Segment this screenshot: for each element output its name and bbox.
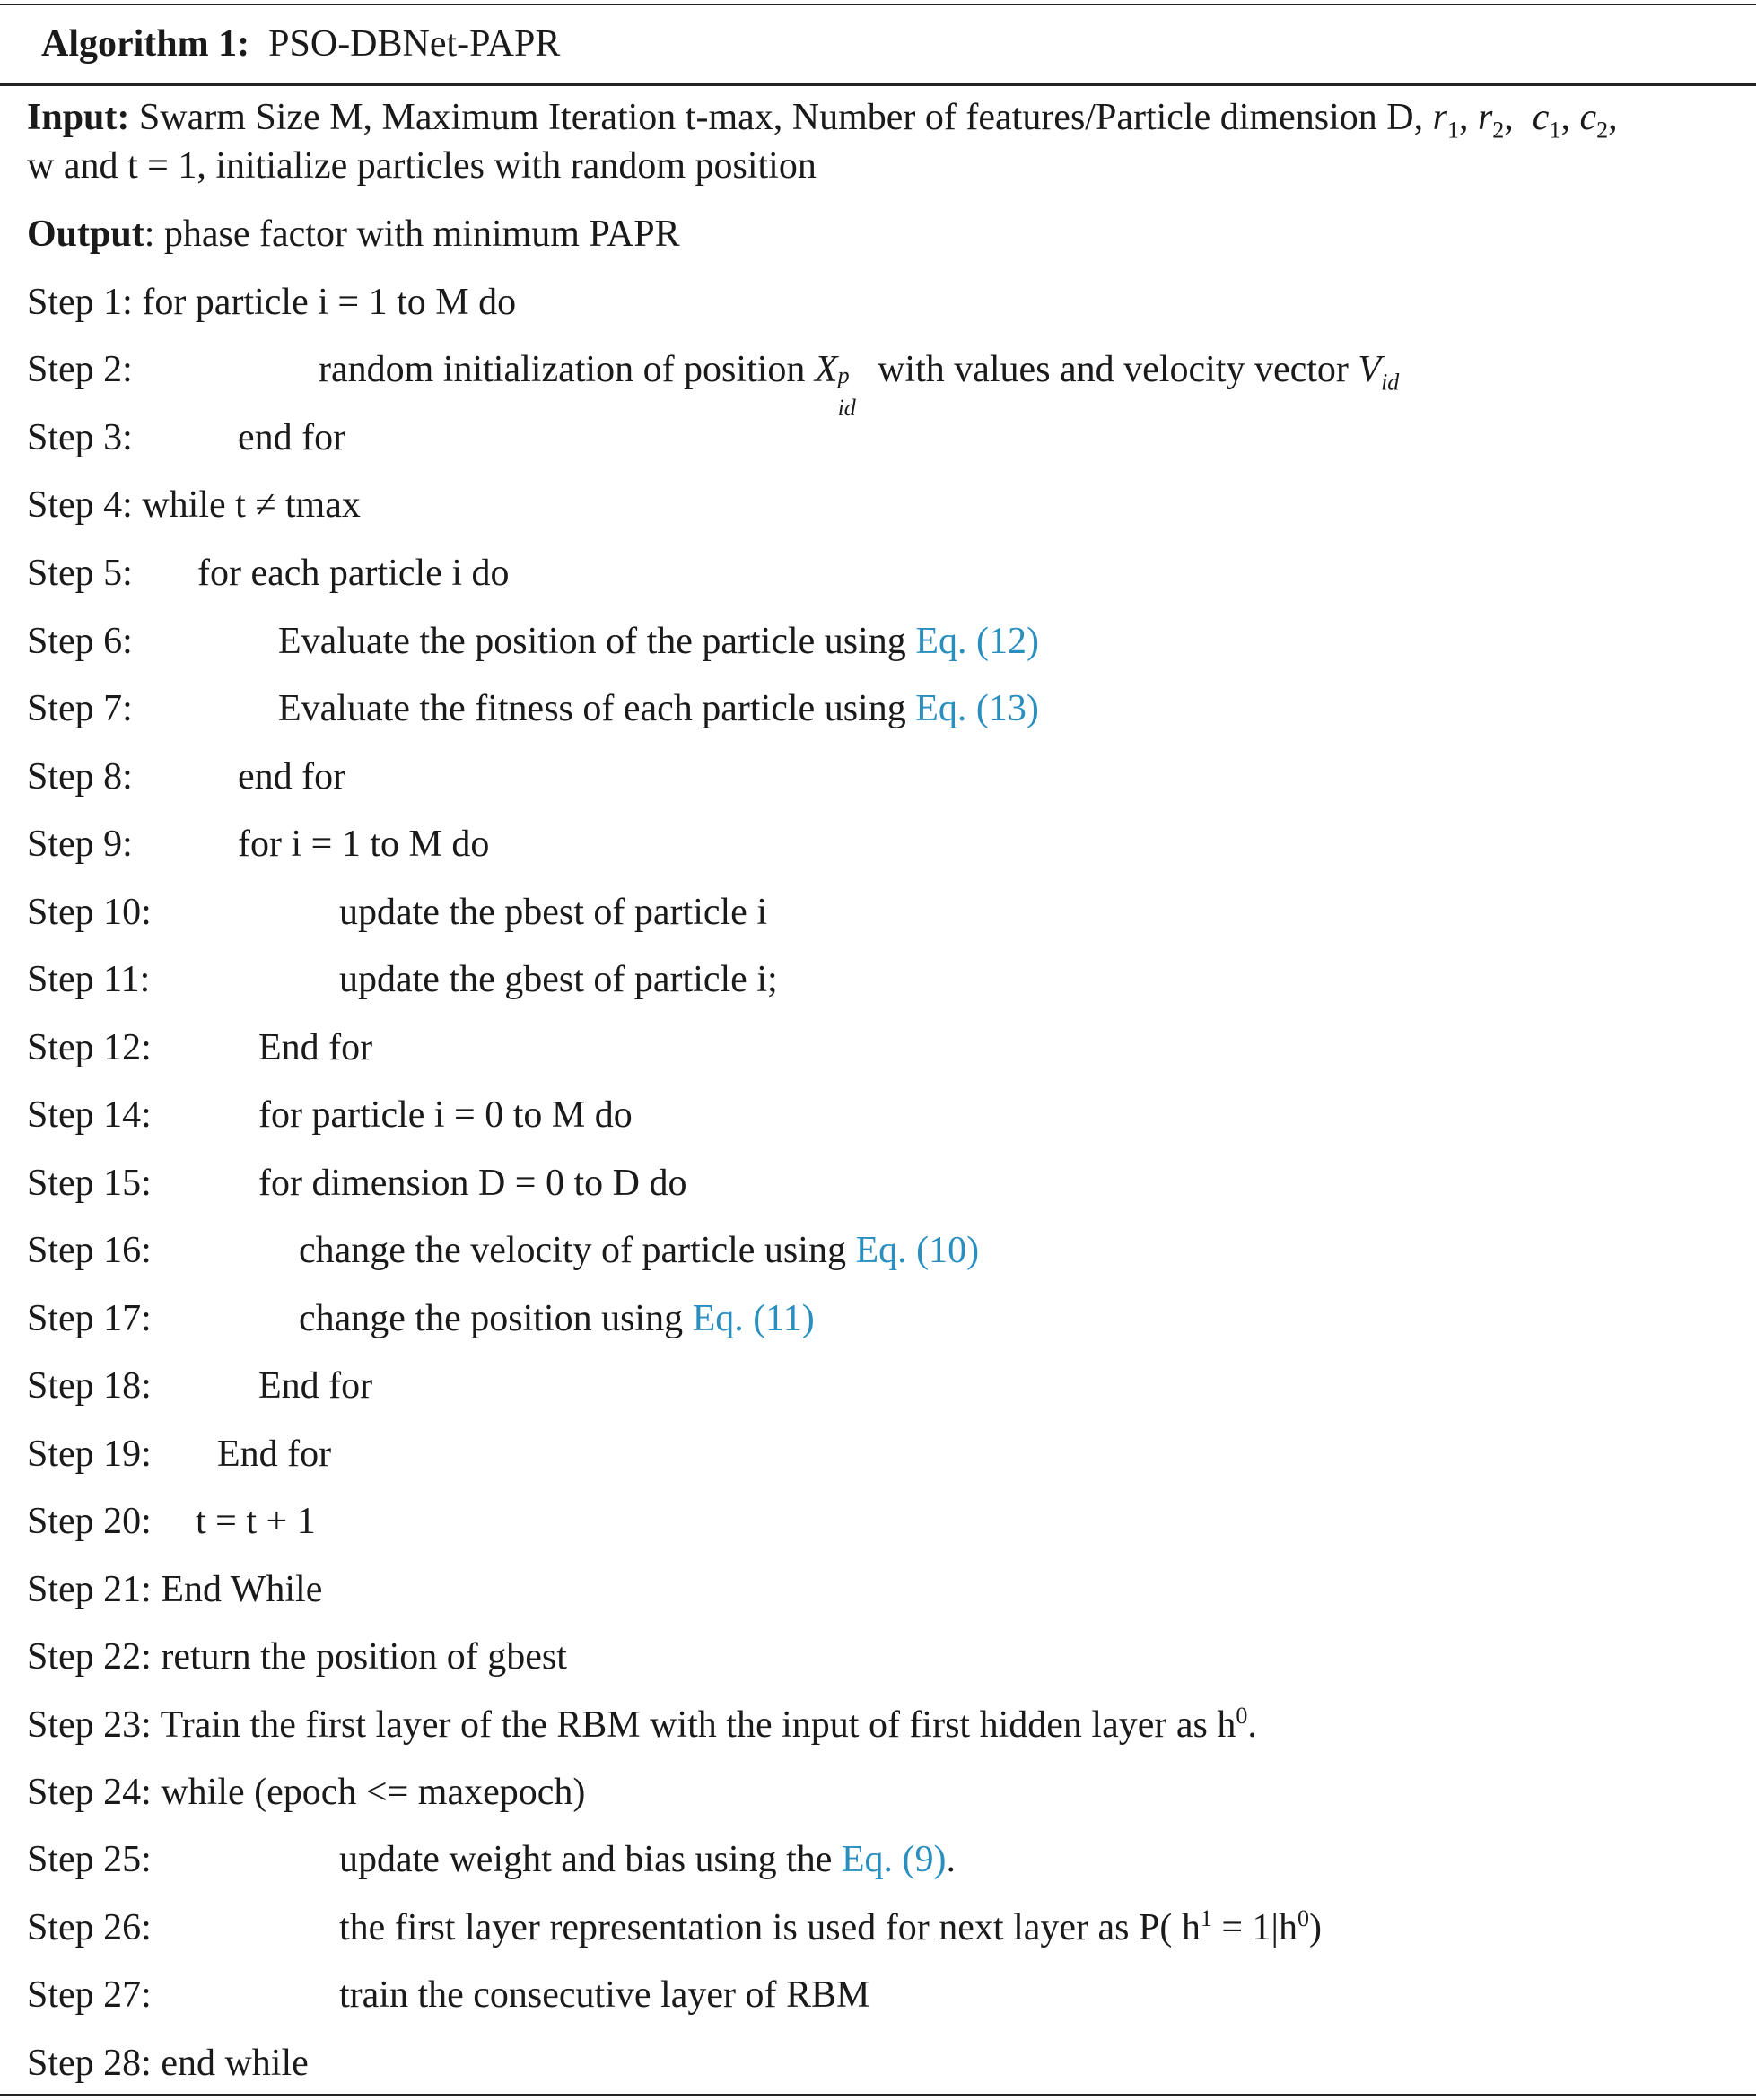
step-23: Step 23: Train the first layer of the RBM with the input of first hidden layer as $h^0$. — [27, 1703, 1257, 1746]
algorithm-title: PSO-DBNet-PAPR — [268, 23, 561, 65]
step-body: change the position using Eq. (11) — [299, 1298, 815, 1339]
step-label: Step 3: — [27, 417, 133, 458]
step-19 — [27, 1430, 332, 1478]
step-label: Step 7: — [27, 688, 133, 729]
step-label: Step 14: — [27, 1094, 152, 1136]
superscript: 1 — [1200, 1905, 1212, 1931]
step-label: Step 17: — [27, 1298, 152, 1339]
step-5 — [27, 549, 510, 597]
step-24 — [27, 1768, 585, 1817]
input-label: Input: — [27, 97, 130, 138]
step-1 — [27, 278, 516, 327]
input-text-2: w and t = 1, initialize particles with random position — [27, 145, 817, 187]
step-label: Step 6: — [27, 621, 133, 662]
step-11 — [27, 955, 778, 1004]
step-label: Step 11: — [27, 959, 151, 1000]
step-4 — [27, 481, 361, 529]
step-9 — [27, 820, 490, 868]
step-body: random initialization of position X p id with values and velocity vector $V_{id}$ — [319, 349, 1400, 421]
step-label: Step 2: — [27, 349, 133, 390]
step-18 — [27, 1362, 373, 1410]
step-25 — [27, 1835, 957, 1884]
step-2 — [27, 345, 1400, 421]
step-body: end for — [238, 417, 346, 458]
input-text-1: Swarm Size M, Maximum Iteration t-max, Number of features/Particle dimension D, — [138, 97, 1424, 138]
output-label: Output — [27, 213, 144, 255]
output-line — [27, 210, 680, 258]
step-body: end for — [238, 756, 346, 797]
step-label: Step 5: — [27, 553, 133, 594]
step-label: Step 16: — [27, 1230, 152, 1271]
step-label: Step 23: Train the first layer of the RBM with the input of first hidden layer as h — [27, 1704, 1236, 1746]
step-label: Step 20: — [27, 1501, 152, 1542]
step-28 — [27, 2039, 309, 2087]
step-body: update weight and bias using the Eq. (9). — [339, 1839, 957, 1880]
step-label: Step 8: — [27, 756, 133, 797]
step-3 — [27, 414, 346, 462]
input-line-2 — [27, 142, 817, 190]
equation-link[interactable]: Eq. (12) — [915, 621, 1039, 662]
step-6 — [27, 617, 1039, 666]
equation-link[interactable]: Eq. (10) — [855, 1230, 980, 1271]
step-body: End for — [258, 1365, 373, 1407]
step-26 — [27, 1904, 1322, 1952]
step-label: Step 22: return the position of gbest — [27, 1636, 567, 1677]
step-10 — [27, 888, 767, 937]
superscript: 0 — [1236, 1703, 1248, 1729]
equation-link[interactable]: Eq. (11) — [692, 1298, 815, 1339]
step-14 — [27, 1091, 633, 1139]
step-20 — [27, 1497, 316, 1546]
step-15 — [27, 1159, 687, 1207]
step-8 — [27, 753, 346, 801]
step-body: Evaluate the fitness of each particle using Eq. (13) — [278, 688, 1039, 729]
step-22 — [27, 1633, 567, 1681]
equation-link[interactable]: Eq. (13) — [915, 688, 1039, 729]
header-rule — [0, 83, 1756, 86]
step-label: Step 19: — [27, 1433, 152, 1475]
step-7 — [27, 684, 1039, 733]
step-label: Step 4: while t ≠ tmax — [27, 484, 361, 526]
top-rule — [0, 4, 1756, 5]
step-body: End for — [258, 1027, 373, 1068]
output-text: : phase factor with minimum PAPR — [144, 213, 680, 255]
superscript: 0 — [1297, 1905, 1309, 1931]
step-body: End for — [217, 1433, 332, 1475]
algorithm-header — [41, 20, 560, 68]
step-27 — [27, 1971, 870, 2019]
step-17 — [27, 1294, 815, 1343]
step-body: update the gbest of particle i; — [339, 959, 778, 1000]
equation-link[interactable]: Eq. (9) — [841, 1839, 947, 1880]
input-line-1 — [27, 93, 1618, 142]
step-label: Step 1: for particle i = 1 to M do — [27, 282, 517, 323]
step-label: Step 12: — [27, 1027, 152, 1068]
step-body: change the velocity of particle using Eq. (10) — [299, 1230, 980, 1271]
algorithm-label: Algorithm 1: — [41, 23, 250, 65]
step-label: Step 10: — [27, 892, 152, 933]
step-body: for each particle i do — [197, 553, 510, 594]
step-label: Step 27: — [27, 1974, 152, 2016]
step-body: for i = 1 to M do — [238, 823, 490, 865]
step-label: Step 24: while (epoch <= maxepoch) — [27, 1772, 586, 1813]
step-body: Evaluate the position of the particle using Eq. (12) — [278, 621, 1039, 662]
step-label: Step 25: — [27, 1839, 152, 1880]
step-body: update the pbest of particle i — [339, 892, 767, 933]
step-label: Step 9: — [27, 823, 133, 865]
step-body: t = t + 1 — [196, 1501, 316, 1542]
step-12 — [27, 1024, 373, 1072]
step-body: for dimension D = 0 to D do — [258, 1163, 687, 1204]
step-label: Step 15: — [27, 1163, 152, 1204]
step-body: the first layer representation is used for next layer as P( $h^1 = 1|h^0$) — [339, 1905, 1322, 1948]
bottom-rule — [0, 2094, 1756, 2096]
step-16 — [27, 1226, 980, 1275]
step-label: Step 28: end while — [27, 2043, 309, 2084]
step-21 — [27, 1565, 322, 1614]
step-label: Step 18: — [27, 1365, 152, 1407]
step-label: Step 21: End While — [27, 1569, 323, 1610]
step-body: for particle i = 0 to M do — [258, 1094, 633, 1136]
input-params: $r_1$, $r_2$, $c_1$, $c_2$, — [1432, 97, 1618, 144]
step-body: train the consecutive layer of RBM — [339, 1974, 870, 2016]
step-label: Step 26: — [27, 1907, 152, 1948]
